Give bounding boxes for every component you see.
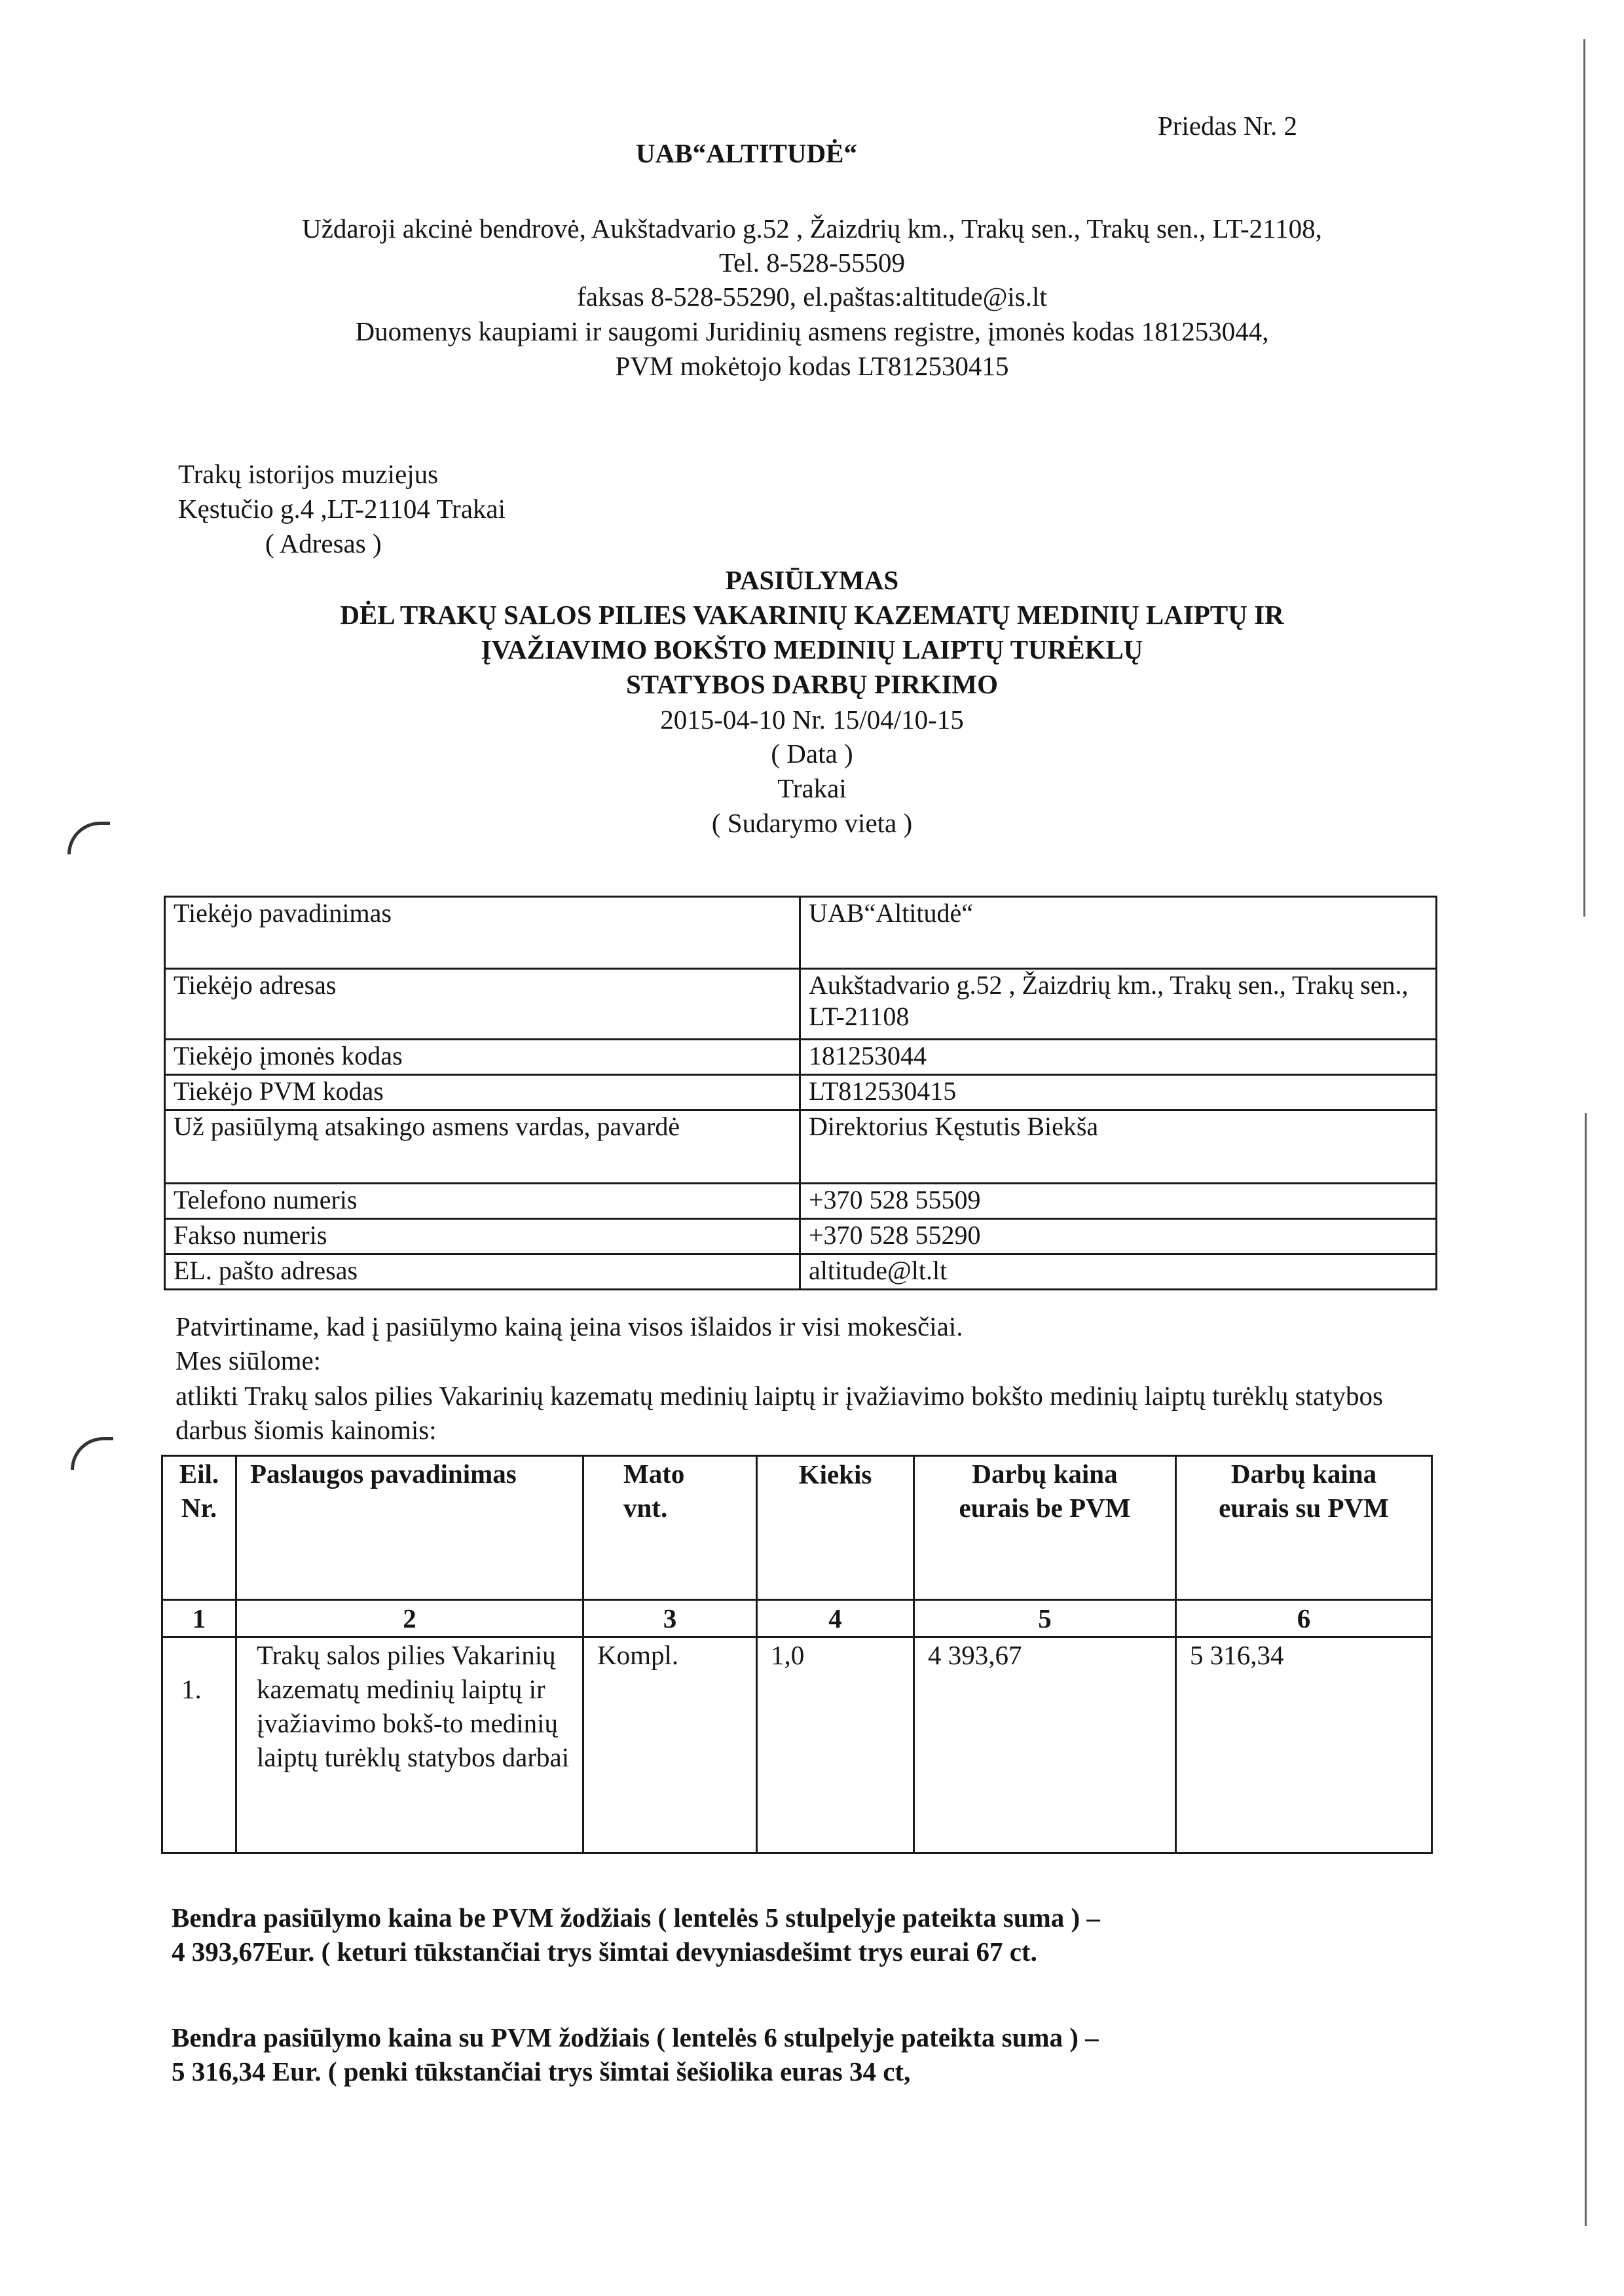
row-label: Tiekėjo adresas <box>165 969 800 1040</box>
table-row <box>165 1219 1437 1254</box>
row-value: altitude@lt.lt <box>800 1254 1437 1290</box>
header-service: Paslaugos pavadinimas <box>236 1456 583 1600</box>
table-row <box>165 897 1437 969</box>
row-value: UAB“Altitudė“ <box>800 897 1437 969</box>
row-label: Tiekėjo pavadinimas <box>165 897 800 969</box>
column-number: 3 <box>583 1600 757 1637</box>
header-qty: Kiekis <box>757 1456 914 1600</box>
item-no: 1. <box>162 1637 236 1853</box>
annex-label: Priedas Nr. 2 <box>1158 111 1297 141</box>
supplier-details-table <box>164 896 1437 1290</box>
row-value: +370 528 55290 <box>800 1219 1437 1254</box>
offer-date-number: 2015-04-10 Nr. 15/04/10-15 <box>660 704 964 735</box>
price-header-row <box>162 1456 1432 1600</box>
price-table <box>161 1455 1433 1854</box>
header-price-inc-vat: Darbų kaina eurais su PVM <box>1176 1456 1432 1600</box>
place-caption: ( Sudarymo vieta ) <box>711 808 913 838</box>
column-number: 6 <box>1176 1600 1432 1637</box>
item-price-ex-vat: 4 393,67 <box>914 1637 1176 1853</box>
row-label: EL. pašto adresas <box>165 1254 800 1290</box>
offer-title: ĮVAŽIAVIMO BOKŠTO MEDINIŲ LAIPTŲ TURĖKLŲ <box>481 634 1143 665</box>
recipient-name: Trakų istorijos muziejus <box>178 459 439 489</box>
table-row <box>165 1110 1437 1184</box>
address-caption: ( Adresas ) <box>265 528 382 558</box>
row-label: Už pasiūlymą atsakingo asmens vardas, pavardė <box>165 1110 800 1184</box>
column-number: 5 <box>914 1600 1176 1637</box>
table-row <box>165 1254 1437 1290</box>
item-unit: Kompl. <box>583 1637 757 1853</box>
offer-title: DĖL TRAKŲ SALOS PILIES VAKARINIŲ KAZEMATŲ MEDINIŲ LAIPTŲ IR <box>340 600 1284 630</box>
scan-edge-line <box>1585 1113 1587 2226</box>
date-caption: ( Data ) <box>771 738 853 769</box>
table-row <box>165 1040 1437 1075</box>
row-label: Tiekėjo PVM kodas <box>165 1075 800 1110</box>
header-unit: Mato vnt. <box>583 1456 757 1600</box>
row-label: Tiekėjo įmonės kodas <box>165 1040 800 1075</box>
table-row <box>165 1075 1437 1110</box>
column-number: 4 <box>757 1600 914 1637</box>
company-line: Duomenys kaupiami ir saugomi Juridinių asmens registre, įmonės kodas 181253044, <box>355 316 1269 346</box>
row-label: Telefono numeris <box>165 1184 800 1219</box>
offer-place: Trakai <box>777 773 847 803</box>
confirm-text: Patvirtiname, kad į pasiūlymo kainą įeina visos išlaidos ir visi mokesčiai. <box>175 1311 963 1341</box>
row-value: +370 528 55509 <box>800 1184 1437 1219</box>
row-value: LT812530415 <box>800 1075 1437 1110</box>
column-number: 2 <box>236 1600 583 1637</box>
company-line: Uždaroji akcinė bendrovė, Aukštadvario g.52 , Žaizdrių km., Trakų sen., Trakų sen., LT-21108, <box>302 213 1322 244</box>
total-ex-vat-line: Bendra pasiūlymo kaina be PVM žodžiais ( lentelės 5 stulpelyje pateikta suma ) – <box>172 1903 1100 1933</box>
we-offer-text: Mes siūlome: <box>175 1345 322 1376</box>
company-line: Tel. 8-528-55509 <box>718 247 906 278</box>
total-inc-vat-words: 5 316,34 Eur. ( penki tūkstančiai trys šimtai šešiolika euras 34 ct, <box>172 2056 911 2086</box>
company-line: faksas 8-528-55290, el.paštas:altitude@is.lt <box>577 282 1047 312</box>
company-line: PVM mokėtojo kodas LT812530415 <box>615 351 1009 381</box>
row-value: 181253044 <box>800 1040 1437 1075</box>
row-value: Aukštadvario g.52 , Žaizdrių km., Trakų sen., Trakų sen., LT-21108 <box>800 969 1437 1040</box>
company-title: UAB“ALTITUDĖ“ <box>636 138 857 168</box>
table-row <box>162 1637 1432 1853</box>
row-label: Fakso numeris <box>165 1219 800 1254</box>
item-qty: 1,0 <box>757 1637 914 1853</box>
table-row <box>165 969 1437 1040</box>
column-number-row <box>162 1600 1432 1637</box>
recipient-address: Kęstučio g.4 ,LT-21104 Trakai <box>178 494 506 524</box>
total-ex-vat-words: 4 393,67Eur. ( keturi tūkstančiai trys šimtai devyniasdešimt trys eurai 67 ct. <box>172 1937 1037 1967</box>
header-no: Eil. Nr. <box>162 1456 236 1600</box>
item-name: Trakų salos pilies Vakarinių kazematų medinių laiptų ir įvažiavimo bokš-to medinių laiptų turėklų statybos darbai <box>236 1637 583 1853</box>
row-value: Direktorius Kęstutis Biekša <box>800 1110 1437 1184</box>
offer-title: PASIŪLYMAS <box>725 565 899 595</box>
item-price-inc-vat: 5 316,34 <box>1176 1637 1432 1853</box>
punch-hole-mark <box>71 1437 113 1470</box>
offer-title: STATYBOS DARBŲ PIRKIMO <box>626 669 998 699</box>
table-row <box>165 1184 1437 1219</box>
total-inc-vat-line: Bendra pasiūlymo kaina su PVM žodžiais ( lentelės 6 stulpelyje pateikta suma ) – <box>172 2022 1099 2052</box>
header-price-ex-vat: Darbų kaina eurais be PVM <box>914 1456 1176 1600</box>
column-number: 1 <box>162 1600 236 1637</box>
perform-text: atlikti Trakų salos pilies Vakarinių kazematų medinių laiptų ir įvažiavimo bokšto medinių laiptų turėklų statybos darbus šiomis kainomis: <box>175 1381 1383 1445</box>
